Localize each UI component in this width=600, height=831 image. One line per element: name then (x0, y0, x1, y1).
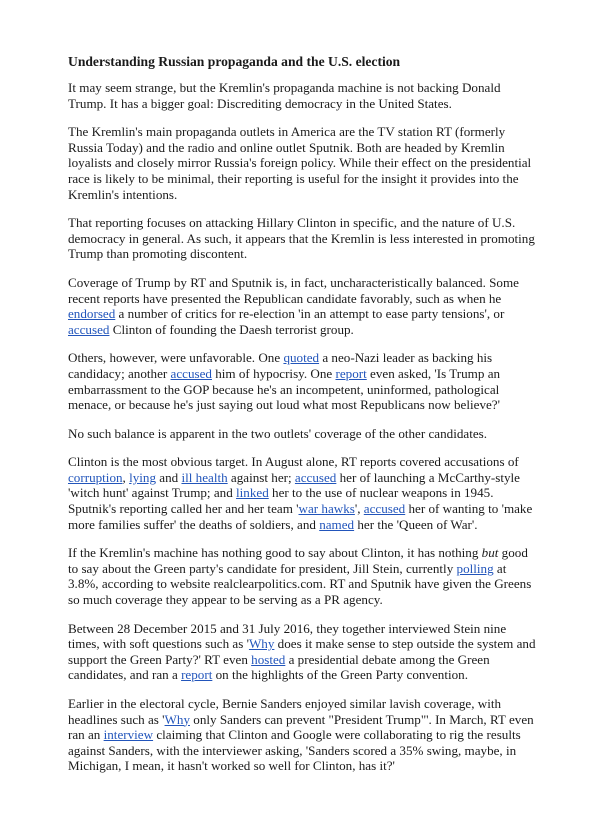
link-polling[interactable]: polling (456, 560, 494, 576)
link-named[interactable]: named (319, 516, 355, 532)
document-title: Understanding Russian propaganda and the U.S. election (68, 54, 401, 69)
text-span: If the Kremlin's machine has nothing good to say about Clinton, it has nothing (68, 545, 482, 561)
text-span: Between 28 December 2015 and 31 July 2016, they together interviewed Stein nine times, with soft questions such as ' (68, 620, 507, 652)
text-span: her of wanting to 'make more families suffer' the deaths of soldiers, and (68, 501, 533, 532)
paragraph-6: No such balance is apparent in the two outlets' coverage of the other candidates. (68, 425, 488, 441)
link-report[interactable]: report (181, 667, 213, 683)
text-span: Clinton is the most obvious target. In August alone, RT reports covered accusations of (68, 454, 519, 470)
text-span: , (122, 469, 130, 485)
text-span: ', (354, 501, 364, 517)
link-accused[interactable]: accused (170, 365, 212, 381)
text-span: good to say about the Green party's candidate for president, Jill Stein, currently (68, 545, 528, 576)
text-span: Coverage of Trump by RT and Sputnik is, in fact, uncharacteristically balanced. Some recent reports have presented the Republican candidate favorably, such as when he (68, 274, 519, 306)
text-span: only Sanders can prevent "President Trump"'. In March, RT even ran an (68, 711, 534, 743)
text-span: even asked, 'Is Trump an embarrassment to the GOP because he's an incompetent, uninformed, pathological menace, or because he's just saying out loud what most Republicans now believe?' (68, 365, 501, 413)
paragraph-10 (68, 696, 540, 774)
paragraph-7 (68, 454, 540, 532)
emphasis-text: but (481, 545, 499, 561)
link-quoted[interactable]: quoted (283, 350, 320, 366)
paragraph-5 (68, 350, 540, 412)
paragraph-8 (68, 545, 540, 607)
link-why[interactable]: Why (248, 636, 275, 652)
text-span: on the highlights of the Green Party convention. (212, 667, 468, 683)
text-span: Clinton of founding the Daesh terrorist group. (109, 321, 354, 337)
link-war-hawks[interactable]: war hawks (298, 501, 355, 517)
text-span: does it make sense to step outside the system and support the Green Party?' RT even (68, 636, 536, 667)
link-hosted[interactable]: hosted (251, 651, 286, 667)
link-endorsed[interactable]: endorsed (68, 306, 116, 322)
link-ill-health[interactable]: ill health (181, 469, 228, 485)
text-span: him of hypocrisy. One (211, 365, 336, 381)
link-why[interactable]: Why (164, 711, 190, 727)
text-span: a presidential debate among the Green candidates, and ran a (68, 651, 490, 683)
text-span: against her; (227, 469, 295, 485)
text-span: her the 'Queen of War'. (354, 516, 478, 532)
text-span: claiming that Clinton and Google were collaborating to rig the results against Sanders, with the interviewer asking, 'Sanders scored a 35% swing, maybe, in Michigan, I mean, it hasn't worked so well for Clinton, has it?' (68, 727, 521, 774)
text-span: Others, however, were unfavorable. One (68, 350, 284, 366)
link-accused[interactable]: accused (363, 501, 406, 517)
link-accused[interactable]: accused (294, 469, 337, 485)
text-span: a number of critics for re-election 'in an attempt to ease party tensions', or (115, 306, 505, 322)
paragraph-9 (68, 621, 540, 683)
paragraph-4 (68, 275, 540, 337)
paragraph-3: That reporting focuses on attacking Hillary Clinton in specific, and the nature of U.S. democracy in general. As such, it appears that the Kremlin is less interested in promoting Trump than promoting discontent. (68, 215, 535, 262)
paragraph-2: The Kremlin's main propaganda outlets in America are the TV station RT (formerly Russia Today) and the radio and online outlet Sputnik. Both are headed by Kremlin loyalists and closely mirror Russia's foreign policy. While their effect on the presidential race is likely to be minimal, their reporting is useful for the insight it provides into the Kremlin's intentions. (68, 124, 532, 202)
link-corruption[interactable]: corruption (68, 469, 123, 485)
link-accused[interactable]: accused (68, 321, 110, 337)
text-span: a neo-Nazi leader as backing his candidacy; another (68, 350, 493, 381)
text-span: Earlier in the electoral cycle, Bernie Sanders enjoyed similar lavish coverage, with headlines such as ' (68, 696, 502, 727)
link-linked[interactable]: linked (236, 485, 269, 501)
text-span: her to the use of nuclear weapons in 1945. Sputnik's reporting called her and her team ' (68, 485, 494, 517)
text-span: her of launching a McCarthy-style 'witch hunt' against Trump; and (68, 469, 520, 501)
link-report[interactable]: report (335, 365, 367, 381)
link-lying[interactable]: lying (129, 469, 157, 485)
text-span: at 3.8%, according to website realclearpolitics.com. RT and Sputnik have given the Greens so much coverage they appear to be serving as a PR agency. (68, 560, 532, 608)
link-interview[interactable]: interview (103, 727, 154, 743)
paragraph-1: It may seem strange, but the Kremlin's propaganda machine is not backing Donald Trump. It has a bigger goal: Discrediting democracy in the United States. (68, 80, 501, 111)
text-span: and (156, 469, 182, 485)
